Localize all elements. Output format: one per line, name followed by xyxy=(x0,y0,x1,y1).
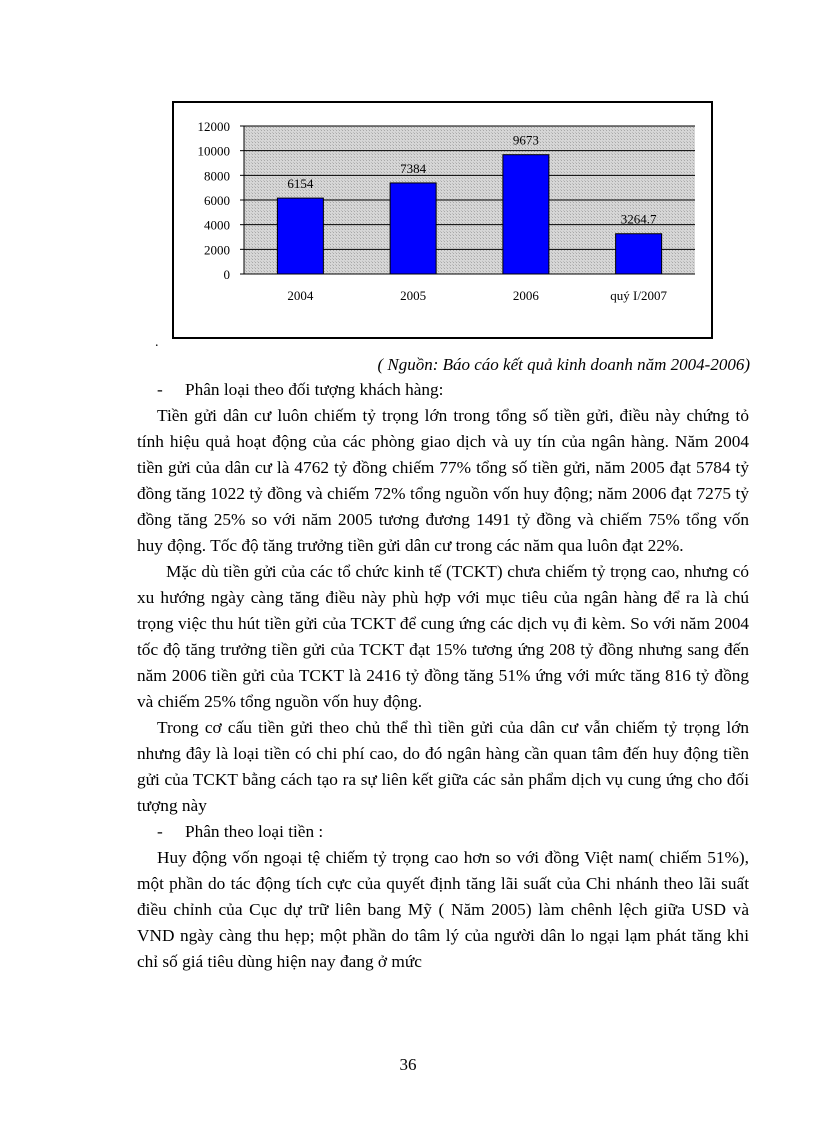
stray-dot: . xyxy=(155,335,159,350)
chart-canvas xyxy=(174,103,711,337)
bar xyxy=(390,183,436,274)
y-tick-label: 8000 xyxy=(204,168,230,184)
paragraph-foreign-currency: Huy động vốn ngoại tệ chiếm tỷ trọng cao hơn so với đồng Việt nam( chiếm 51%), một phần do tác động tích cực của quyết định tăng lãi suất của Chi nhánh theo lãi suất điều chỉnh của Cục dự trữ liên bang Mỹ ( Năm 2005) làm chênh lệch giữa USD và VND ngày càng thu hẹp; một phần do tâm lý của người dân lo ngại lạm phát tăng khi chỉ số giá tiêu dùng hiện nay đang ở mức xyxy=(137,848,749,971)
y-tick-label: 12000 xyxy=(197,119,230,134)
x-tick-label: 2005 xyxy=(400,288,427,303)
paragraph-economic-org-deposits: Mặc dù tiền gửi của các tổ chức kinh tế (TCKT) chưa chiếm tỷ trọng cao, nhưng có xu hướng ngày càng tăng điều này phù hợp với mục tiêu của ngân hàng để ra là chú trọng việc thu hút tiền gửi của TCKT để cung ứng các dịch vụ đi kèm. So với năm 2004 tốc độ tăng trưởng tiền gửi của TCKT đạt 15% tương ứng 208 tỷ đồng nhưng sang đến năm 2006 tiền gửi của TCKT là 2416 tỷ đồng tăng 51% ứng với mức tăng 816 tỷ đồng và chiếm 25% tổng nguồn vốn huy động. xyxy=(137,562,749,711)
paragraph-deposit-structure: Trong cơ cấu tiền gửi theo chủ thể thì tiền gửi của dân cư vẫn chiếm tỷ trọng lớn nhưng đây là loại tiền có chi phí cao, do đó ngân hàng cần quan tâm đến huy động tiền gửi của TCKT bằng cách tạo ra sự liên kết giữa các sản phẩm dịch vụ cung ứng cho đối tượng này xyxy=(137,718,749,815)
deposit-bar-chart xyxy=(172,101,713,339)
bullet-dash: - xyxy=(157,822,163,841)
bar-value-label: 7384 xyxy=(400,160,427,176)
bullet-label: Phân loại theo đối tượng khách hàng: xyxy=(185,380,444,399)
bullet-dash: - xyxy=(157,380,163,399)
paragraph-residential-deposits: Tiền gửi dân cư luôn chiếm tỷ trọng lớn trong tổng số tiền gửi, điều này chứng tỏ tính hiệu quả hoạt động của các phòng giao dịch và uy tín của ngân hàng. Năm 2004 tiền gửi của dân cư là 4762 tỷ đồng chiếm 77% tổng số tiền gửi, năm 2005 đạt 5784 tỷ đồng tăng 1022 tỷ đồng và chiếm 72% tổng nguồn vốn huy động; năm 2006 đạt 7275 tỷ đồng tăng 25% so với năm 2005 tương đương 1491 tỷ đồng và chiếm 75% tổng vốn huy động. Tốc độ tăng trưởng tiền gửi dân cư trong các năm qua luôn đạt 22%. xyxy=(137,406,749,555)
y-tick-label: 0 xyxy=(223,267,230,282)
bullet-customer-type xyxy=(137,377,749,403)
body-text xyxy=(137,377,749,975)
bar-value-label: 3264.7 xyxy=(620,211,657,227)
x-tick-label: 2004 xyxy=(287,288,314,303)
bar-value-label: 6154 xyxy=(287,176,314,192)
x-tick-label: 2006 xyxy=(512,288,539,303)
page-number: 36 xyxy=(399,1055,417,1074)
bar xyxy=(503,155,549,274)
bullet-label: Phân theo loại tiền : xyxy=(185,822,324,841)
y-tick-label: 4000 xyxy=(204,217,230,233)
x-tick-label: quý I/2007 xyxy=(610,288,667,303)
bar-value-label: 9673 xyxy=(512,132,539,148)
chart-source-caption: ( Nguồn: Báo cáo kết quả kinh doanh năm 2004-2006) xyxy=(377,355,750,374)
bullet-currency-type xyxy=(137,819,749,845)
y-tick-label: 6000 xyxy=(204,193,230,208)
y-tick-label: 2000 xyxy=(204,242,230,258)
bar xyxy=(277,198,323,274)
y-tick-label: 10000 xyxy=(197,143,230,159)
bar xyxy=(616,234,662,274)
